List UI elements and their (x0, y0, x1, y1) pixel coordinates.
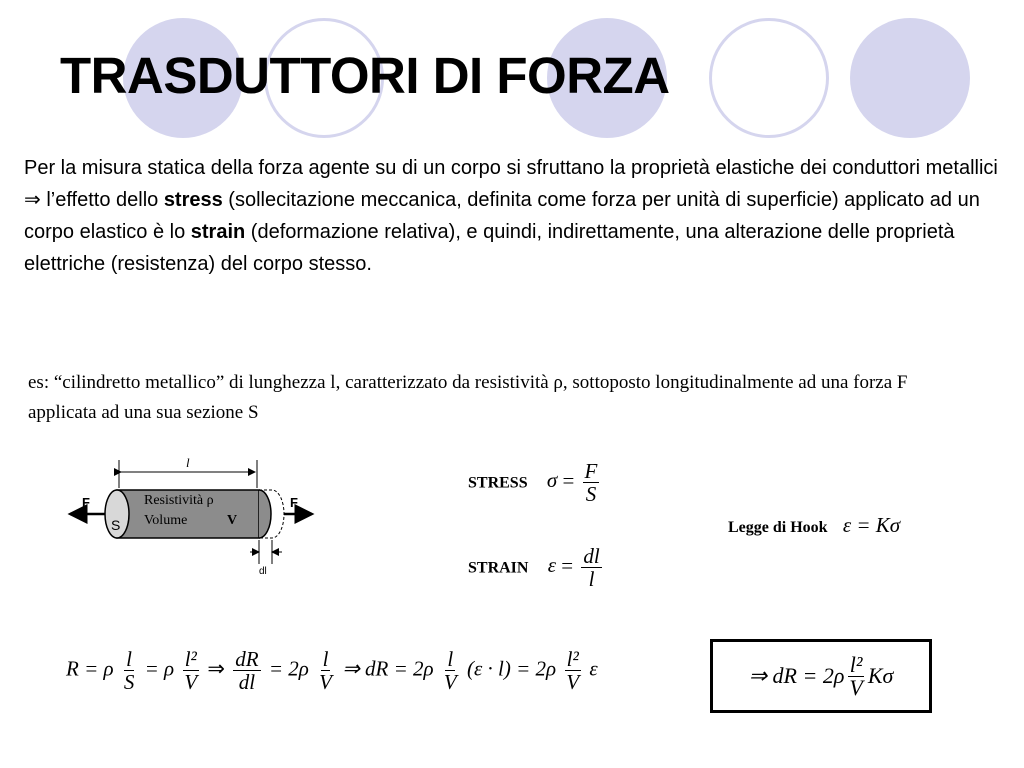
decor-circle (709, 18, 829, 138)
example-text: es: “cilindretto metallico” di lunghezza l, caratterizzato da resistività ρ, sottoposto longitudinalmente ad una forza F applicata ad una sua sezione S (28, 372, 908, 423)
force-left-label: F (82, 495, 90, 510)
denominator: V (443, 670, 457, 694)
numerator: l (322, 647, 329, 671)
derivation-formula (66, 648, 598, 693)
denominator: V (566, 670, 580, 694)
hook-law (728, 513, 900, 538)
intro-paragraph2 (24, 184, 1014, 280)
volume-label: Volume (144, 513, 188, 528)
fraction (847, 651, 864, 700)
equals-sign: = (561, 553, 574, 578)
math-run: = 2ρ (268, 656, 309, 681)
fraction (442, 648, 459, 693)
implies-arrow: ⇒ (24, 189, 41, 211)
fraction (122, 648, 137, 693)
numerator: l (126, 647, 132, 671)
denominator: dl (238, 670, 256, 694)
intro-line1: Per la misura statica della forza agente su di un corpo si sfruttano la proprietà elastiche dei conduttori metallici (24, 157, 998, 179)
numerator: dR (235, 647, 259, 671)
resistivity-label: Resistività ρ (144, 493, 214, 508)
math-run: (ε · l) = 2ρ (466, 656, 557, 681)
math-run: R = ρ (66, 656, 114, 681)
numerator: l² (184, 647, 197, 671)
section-label: S (111, 517, 121, 533)
stress-term: stress (163, 189, 223, 211)
dl-label: dl (259, 566, 267, 577)
stress-formula (468, 460, 602, 505)
numerator: F (584, 459, 598, 483)
math-run: ⇒ dR = 2ρ (748, 663, 845, 688)
fraction (581, 545, 601, 590)
denominator: S (123, 670, 135, 694)
slide-title: TRASDUTTORI DI FORZA (60, 47, 670, 104)
text-run: (deformazione relativa), e quindi, indirettamente, una alterazione delle proprietà elettriche (resistenza) del corpo stesso. (24, 221, 955, 275)
strain-label: STRAIN (468, 559, 529, 577)
equals-sign: = (562, 468, 575, 493)
text-run: (sollecitazione meccanica, definita come forza per unità di superficie) applicato ad un corpo elastico è lo (24, 189, 980, 243)
numerator: l² (849, 651, 863, 677)
denominator: V (849, 674, 863, 700)
fraction (564, 648, 581, 693)
math-run: ε (589, 656, 598, 681)
math-run: ⇒ dR = 2ρ (342, 656, 434, 681)
decor-circle (850, 18, 970, 138)
stress-label: STRESS (468, 474, 528, 492)
strain-formula (468, 545, 605, 590)
implies-arrow: ⇒ (207, 656, 226, 681)
numerator: dl (583, 544, 600, 568)
fraction (182, 648, 199, 693)
denominator: V (184, 670, 198, 694)
length-label: l (186, 455, 190, 470)
fraction (233, 648, 260, 693)
sigma-symbol: σ (546, 468, 558, 493)
result-box (710, 639, 932, 713)
epsilon-symbol: ε (547, 553, 556, 578)
fraction (317, 648, 334, 693)
force-right-label: F (290, 495, 298, 510)
numerator: l² (566, 647, 579, 671)
math-run: Kσ (867, 663, 894, 688)
denominator: l (588, 567, 595, 591)
volume-symbol: V (227, 513, 238, 528)
strain-term: strain (190, 221, 246, 243)
intro-text (24, 152, 1014, 280)
numerator: l (447, 647, 454, 671)
denominator: S (585, 482, 597, 506)
fraction (583, 460, 600, 505)
math-run: = ρ (144, 656, 175, 681)
hook-label: Legge di Hook (728, 519, 828, 536)
text-run: l’effetto dello (40, 189, 164, 211)
hook-formula: ε = Kσ (842, 513, 901, 537)
cylinder-diagram (62, 452, 322, 577)
denominator: V (319, 670, 332, 694)
